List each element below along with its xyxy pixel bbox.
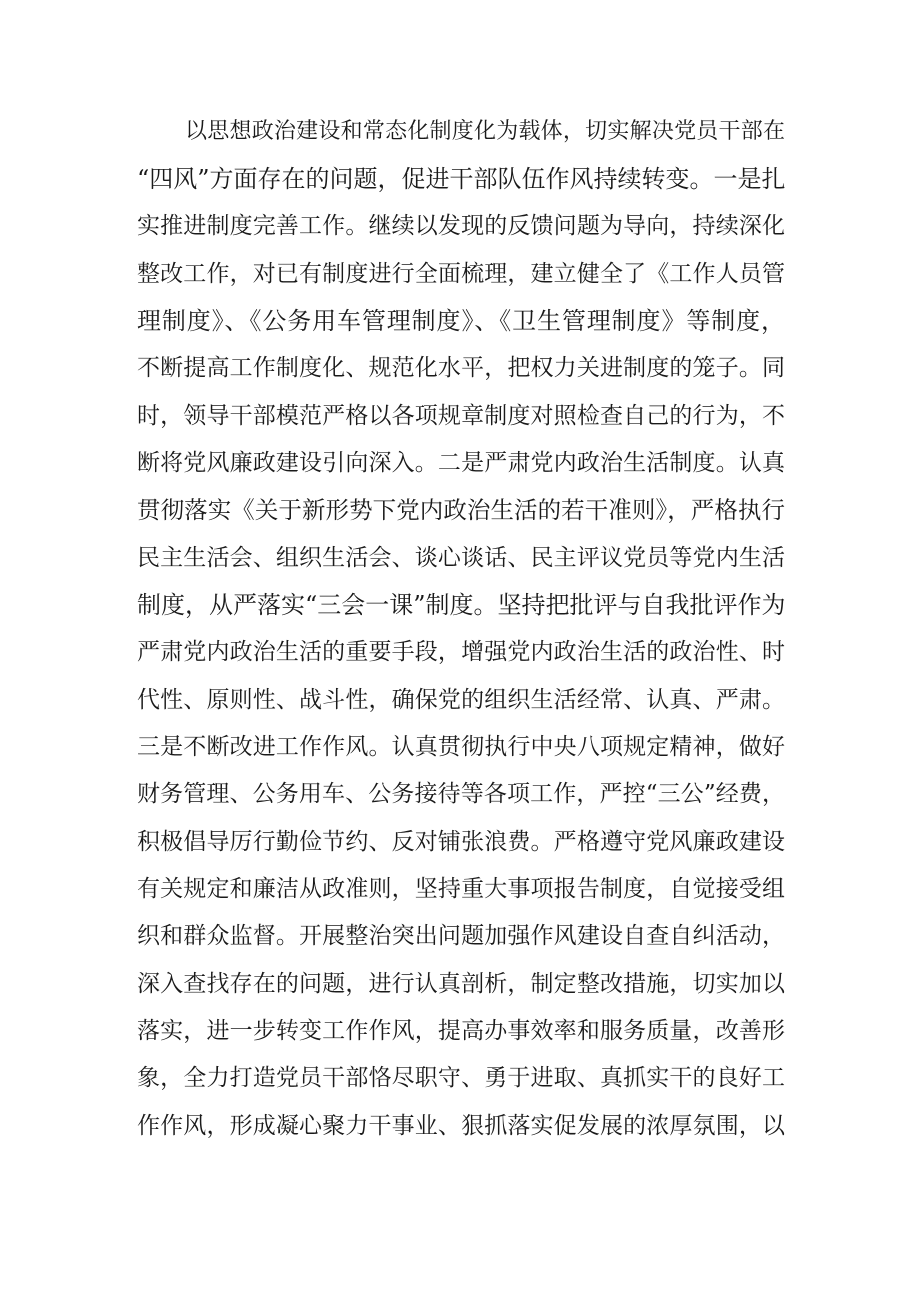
- paragraph-line: 象，全力打造党员干部恪尽职守、勇于进取、真抓实干的良好工: [137, 1065, 785, 1091]
- paragraph-line: 制度，从严落实“三会一课”制度。坚持把批评与自我批评作为: [137, 591, 786, 619]
- paragraph-line: 实推进制度完善工作。继续以发现的反馈问题为导向，持续深化: [137, 213, 785, 239]
- paragraph-line: 不断提高工作制度化、规范化水平，把权力关进制度的笼子。同: [137, 355, 785, 381]
- paragraph-line: 作作风，形成凝心聚力干事业、狠抓落实促发展的浓厚氛围，以: [137, 1113, 785, 1139]
- paragraph-line: 代性、原则性、战斗性，确保党的组织生活经常、认真、严肃。: [137, 687, 785, 713]
- paragraph-line: “四风”方面存在的问题，促进干部队伍作风持续转变。一是扎: [137, 165, 786, 193]
- paragraph-line: 以思想政治建设和常态化制度化为载体，切实解决党员干部在: [185, 119, 785, 144]
- paragraph-line: 积极倡导厉行勤俭节约、反对铺张浪费。严格遵守党风廉政建设: [137, 829, 785, 855]
- paragraph-line: 断将党风廉政建设引向深入。二是严肃党内政治生活制度。认真: [137, 450, 785, 476]
- paragraph-line: 民主生活会、组织生活会、谈心谈话、民主评议党员等党内生活: [137, 545, 785, 571]
- paragraph-line: 深入查找存在的问题，进行认真剖析，制定整改措施，切实加以: [137, 971, 785, 997]
- paragraph-line: 落实，进一步转变工作作风，提高办事效率和服务质量，改善形: [137, 1018, 785, 1044]
- paragraph-line: 有关规定和廉洁从政准则，坚持重大事项报告制度，自觉接受组: [137, 876, 785, 902]
- paragraph-line: 财务管理、公务用车、公务接待等各项工作，严控“三公”经费，: [137, 781, 785, 807]
- paragraph-line: 时，领导干部模范严格以各项规章制度对照检查自己的行为，不: [137, 403, 785, 429]
- paragraph-line: 三是不断改进工作作风。认真贯彻执行中央八项规定精神，做好: [137, 734, 785, 760]
- paragraph-line: 贯彻落实《关于新形势下党内政治生活的若干准则》，严格执行: [137, 496, 785, 524]
- paragraph-line: 理制度》、《公务用车管理制度》、《卫生管理制度》等制度，: [137, 307, 785, 335]
- paragraph-line: 整改工作，对已有制度进行全面梳理，建立健全了《工作人员管: [137, 261, 785, 287]
- paragraph-line: 织和群众监督。开展整治突出问题加强作风建设自查自纠活动，: [137, 923, 785, 949]
- paragraph-line: 严肃党内政治生活的重要手段，增强党内政治生活的政治性、时: [137, 639, 785, 665]
